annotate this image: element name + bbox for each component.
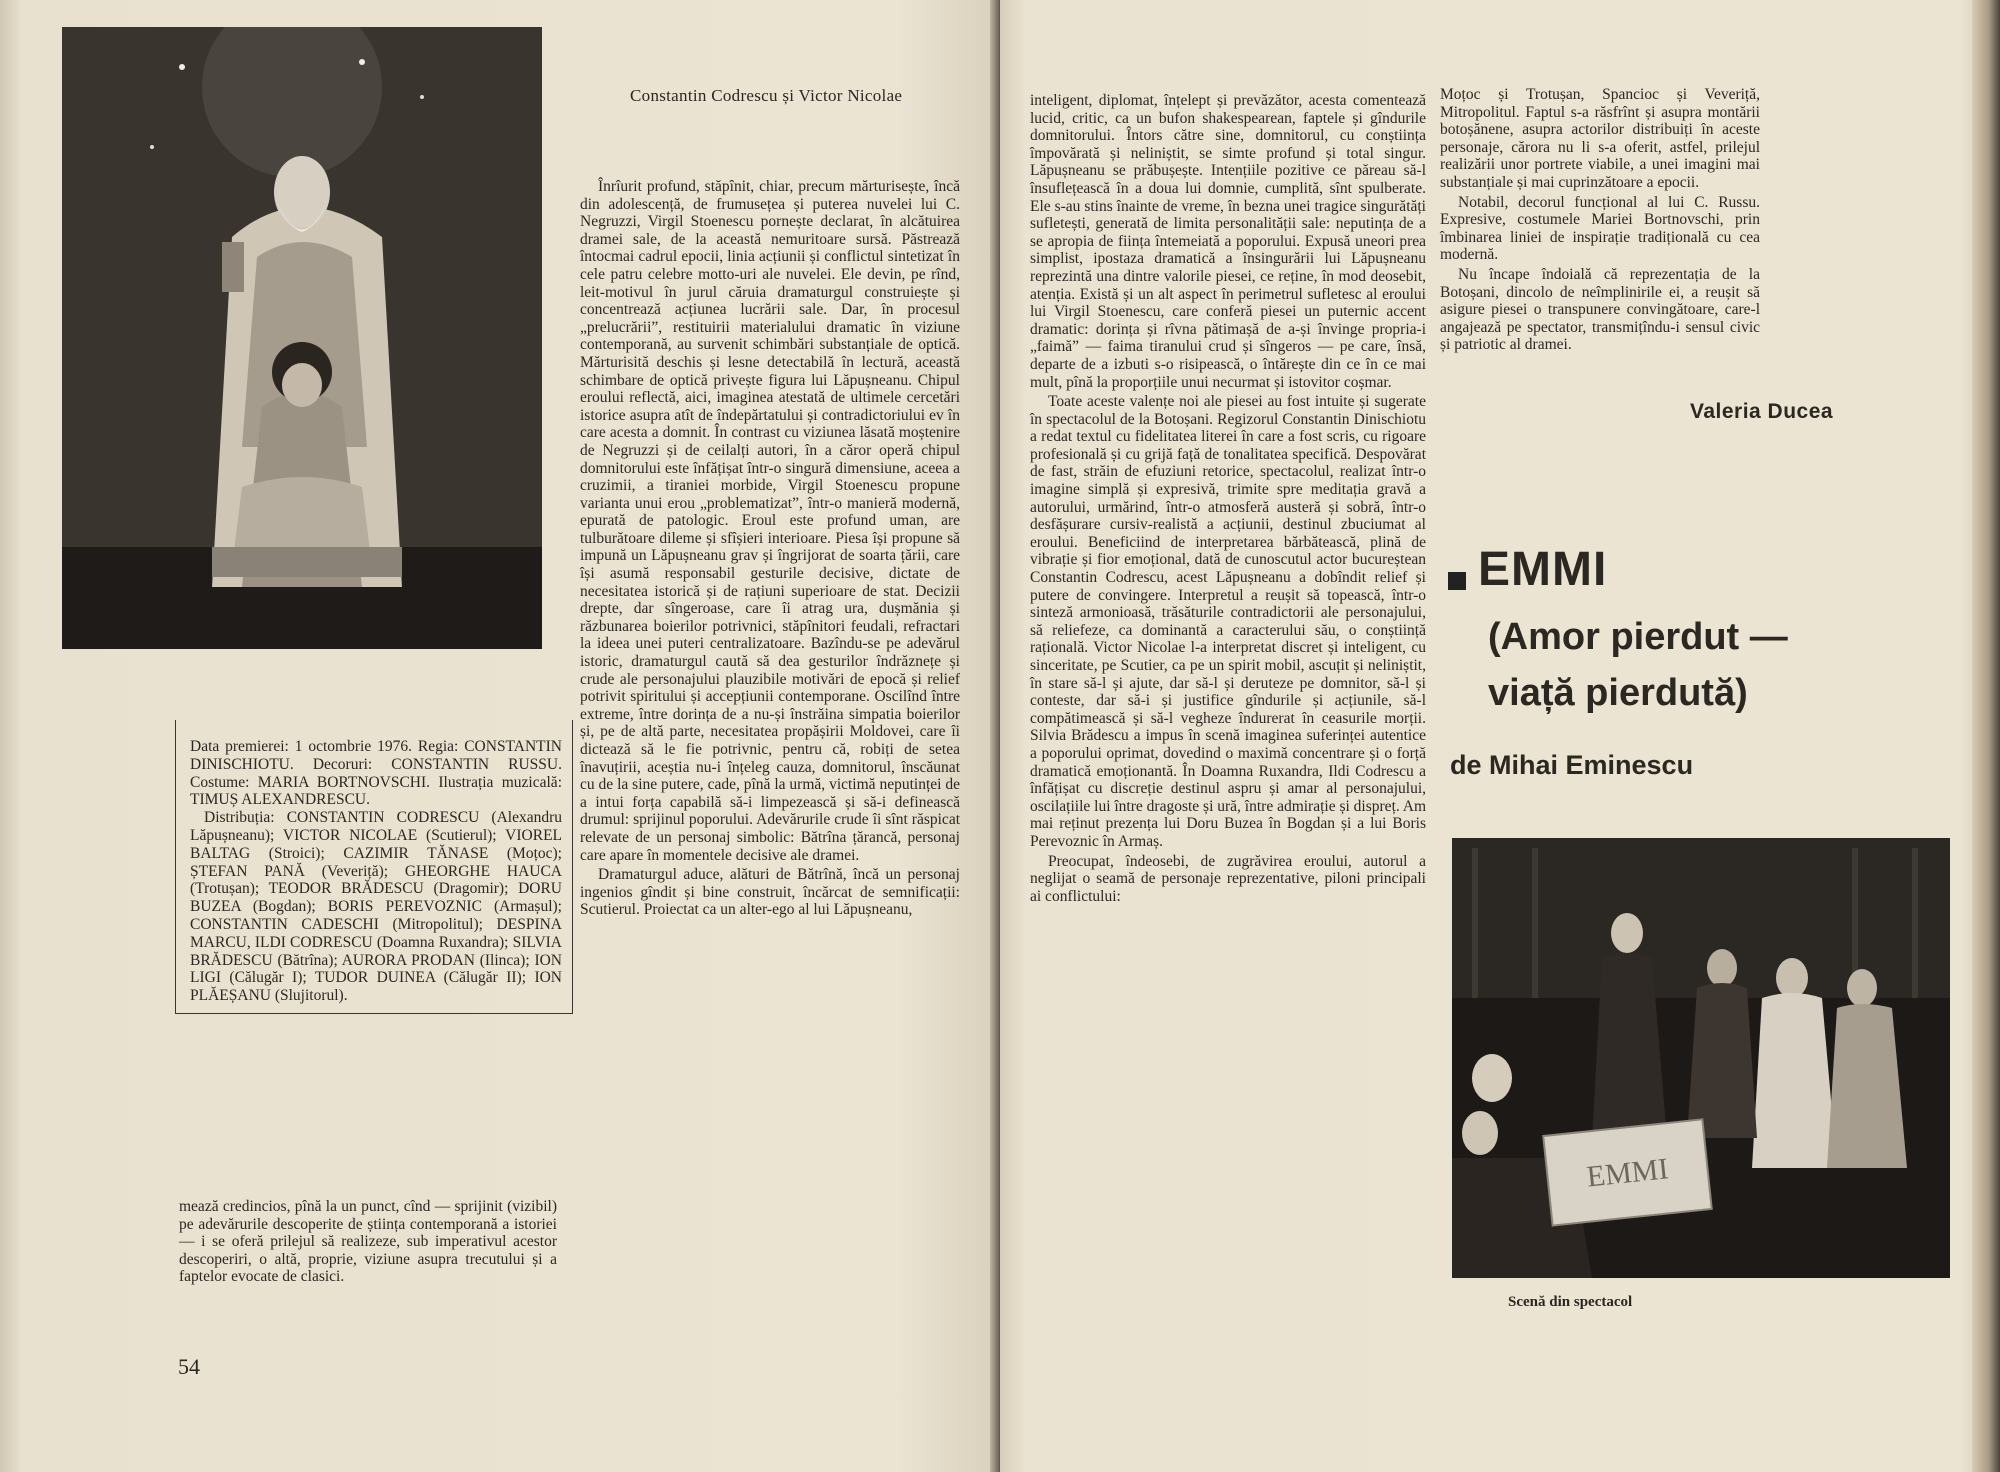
headline-bullet	[1448, 572, 1466, 590]
paragraph: Toate aceste valențe noi ale piesei au fost intuite și sugerate în spectacolul de la Botoșani. Regizorul Constantin Dinischiotu a redat textul cu fidelitatea literei în care a fost scris, cu rigoare profesională și cu grijă față de tonalitatea specifică. Despovărat de fast, străin de efuziuni retorice, spectacolul, realizat într-o imagine simplă și expresivă, trimite spre meditația gravă a autorului, urmărind, într-o atmosferă austeră și sobră, într-o desfășurare cursiv-realistă a acțiunii, destinul zbuciumat al eroului. Beneficiind de interpretarea bărbătească, plină de vibrație și fior emoțional, dată de cunoscutul actor bucureștean Constantin Codrescu, acest Lăpușneanu a dobîndit relief și putere de convingere. Interpretul a reușit să topească, într-o sinteză armonioasă, trăsăturile contradictorii ale personajului, să reliefeze, ca dominantă a caracterului său, o conștiință rațională. Victor Nicolae l-a interpretat discret și inteligent, cu sinceritate, pe Scutier, ca pe un spirit mobil, ascuțit și neliniștit, în stare să-l și ajute, dar să-l și deruteze pe domnitor, să-l și conteste, dar să-i și justifice gîndurile și acțiunile, să-l compătimească și să-l vegheze îndurerat în ceasurile morții. Silvia Brădescu a impus în scenă imaginea suferinței autentice a poporului oprimat, dovedind o maximă concentrare și o forță dramatică emoționantă. În Doamna Ruxandra, Ildi Codrescu a înfățișat cu discreție destinul aspru și amar al personajului, oscilațiile lui între dragoste și ură, între admirație și dispreț. Am mai reținut prezența lui Doru Buzea în Bogdan și a lui Boris Perevoznic în Armaș.	[1030, 393, 1427, 850]
headline-subtitle-2: viață pierdută)	[1488, 672, 1748, 714]
credits-cast: Distribuția: CONSTANTIN CODRESCU (Alexandru Lăpușneanu); VICTOR NICOLAE (Scutierul); VIOREL BALTAG (Stroici); CAZIMIR TĂNASE (Moțoc); ȘTEFAN PANĂ (Veveriță); GHEORGHE HAUCA (Trotușan); TEODOR BRĂDESCU (Dragomir); DORU BUZEA (Bogdan); BORIS PEREVOZNIC (Armașul); CONSTANTIN CADESCHI (Mitropolitul); DESPINA MARCU, ILDI CODRESCU (Doamna Ruxandra); SILVIA BRĂDESCU (Bătrîna); AURORA PRODAN (Ilinca); ION LIGI (Călugăr I); TUDOR DUINEA (Călugăr II); ION PLĂEȘANU (Slujitorul).	[190, 809, 562, 1005]
article-column-1-tail: mează credincios, pînă la un punct, cînd — sprijinit (vizibil) pe adevărurile descoperite de știința contemporană a istoriei — i se oferă prilejul să realizeze, sub imperativul acestor descoperiri, o altă, proprie, viziune asupra trecutului și a faptelor evocate de clasici.	[179, 1198, 557, 1286]
paragraph: Nu încape îndoială că reprezentația de la Botoșani, dincolo de neîmplinirile ei, a reușit să asigure piesei o transpunere convingătoare, care-l angajează pe spectator, transmițîndu-i sensul civic și patriotic al dramei.	[1440, 265, 1760, 354]
production-photo-lapusneanu	[62, 27, 542, 649]
headline-title: EMMI	[1478, 543, 1608, 596]
right-page	[1000, 0, 2000, 1472]
article-headline	[1448, 542, 1788, 721]
page-edge	[1972, 0, 2000, 1472]
article-column-3	[1030, 92, 1426, 907]
headline-byline: de Mihai Eminescu	[1450, 750, 1694, 780]
paragraph: Dramaturgul aduce, alături de Bătrînă, încă un personaj ingenios gîndit și bine construit, încărcat de semnificații: Scutierul. Proiectat ca un alter-ego al lui Lăpușneanu,	[580, 866, 960, 919]
author-signature: Valeria Ducea	[1690, 400, 1834, 423]
cast-credits-box	[175, 720, 573, 1014]
left-page	[0, 0, 996, 1472]
paragraph: inteligent, diplomat, înțelept și prevăzător, acesta comentează lucid, critic, ca un bufon shakespearean, faptele și gîndurile domnitorului. Întors către sine, domnitorul, cu conștiința împovărată și neliniștit, se simte profund și total singur. Lăpușneanu se prăbușește. Intențiile pozitive ce păreau să-l însuflețească în a doua lui domnie, cumplită, sînt spulberate. Ele s-au stins înainte de vreme, în bezna unei tragice singurătăți sufletești, generată de limita personalității sale: neputința de a se apropia de ființa întemeiată a poporului. Expusă uneori prea simplist, ipostaza dramatică a însingurării lui Lăpușneanu reprezintă una dintre valorile piesei, ce reține, în mod deosebit, atenția. Există și un alt aspect în perimetrul sufletesc al eroului lui Virgil Stoenescu, care conferă piesei un puternic accent dramatic: dorința și rîvna pătimașă de a-și învinge propria-i „faimă” — faima tiranului crud și sîngeros — pe care, însă, departe de a izbuti s-o risipească, o întărește din ce în ce mai mult, pînă la proporțiile unui necurmat și istovitor coșmar.	[1030, 92, 1426, 391]
photo-caption: Scenă din spectacol	[1508, 1294, 1633, 1310]
page-number: 54	[178, 1354, 200, 1379]
paragraph: Preocupat, îndeosebi, de zugrăvirea eroului, autorul a neglijat o seamă de personaje reprezentative, piloni principali ai conflictului:	[1030, 852, 1426, 905]
paragraph: Moțoc și Trotușan, Spancioc și Veveriță, Mitropolitul. Faptul s-a răsfrînt și asupra montării botoșănene, asupra actorilor distribuiți în aceste personaje, cărora nu li s-a oferit, astfel, prilejul realizării unor portrete viabile, a unei imagini mai substanțiale și mai cuprinzătoare a epocii.	[1440, 86, 1760, 191]
credits-production: Data premierei: 1 octombrie 1976. Regia: CONSTANTIN DINISCHIOTU. Decoruri: CONSTANTIN RUSSU. Costume: MARIA BORTNOVSCHI. Ilustrația muzicală: TIMUȘ ALEXANDRESCU.	[190, 738, 562, 809]
article-column-2	[580, 178, 960, 921]
article-column-4	[1440, 86, 1760, 356]
headline-subtitle-1: (Amor pierdut —	[1488, 616, 1788, 658]
paragraph: Notabil, decorul funcțional al lui C. Russu. Expresive, costumele Mariei Bortnovschi, prin îmbinarea liniei de inspirație tradițională cu cea modernă.	[1440, 193, 1760, 264]
emmi-sign-text: EMMI	[1585, 1152, 1670, 1194]
paragraph: Înrîurit profund, stăpînit, chiar, precum mărturisește, încă din adolescență, de frumusețea și puterea nuvelei lui C. Negruzzi, Virgil Stoenescu pornește declarat, în alcătuirea dramei sale, de la această nemuritoare sursă. Păstrează întocmai cadrul epocii, linia acțiunii și conflictul sintetizat în cele patru celebre motto-uri ale nuvelei. Ele devin, pe rînd, leit-motivul în jurul căruia dramaturgul construiește și concentrează acțiunea lucrării sale. Dar, în procesul „prelucrării”, restituirii materialului dramatic în viziune contemporană, au survenit schimbări substanțiale de optică. Mărturisită deschis și lesne detectabilă în lectură, această schimbare de optică privește figura lui Lăpușneanu. Chipul eroului reflectă, aici, imaginea atestată de ultimele cercetări istorice asupra atît de îndepărtatului și contradictoriului ev în care acesta a domnit. În contrast cu viziunea lăsată moștenire de Negruzzi și de ceilalți autori, în a căror operă chipul domnitorului este înfățișat într-o singură dimensiune, aceea a cruzimii, a tiraniei morbide, Virgil Stoenescu propune varianta unui erou „problematizat”, într-o manieră modernă, epurată de patologic. Eroul este profund uman, are tulburătoare dileme și sfîșieri interioare. Piesa își propune să impună un Lăpușneanu grav și îngrijorat de soarta țării, care își asumă responsabil gesturile decisive, dictate de necesitatea istorică și de rațiuni superioare de stat. Decizii drepte, dar sîngeroase, care îi atrag ura, dușmănia și răzbunarea boierilor potrivnici, stăpînitori feudali, refractari la ideea unei puteri centralizatoare. Bazîndu-se pe adevărul istoric, dramaturgul caută să dea gesturilor îndrăznețe și crude ale personajului plauzibile motivări de epocă și relief potrivit spiritului și accepțiunii contemporane. Oscilînd între extreme, între dorința de a nu-și înstrăina simpatia boierilor și, pe de altă parte, necesitatea propășirii Moldovei, care îi dictează să le fie potrivnic, pentru că, robiți de setea înavuțirii, aceștia nu-i înțeleg cauza, domnitorul, înscăunat cu de la sine putere, cade, pînă la urmă, victimă neputinței de a intui forța capabilă să-i limpezească și să-i definească drumul: sprijinul poporului. Adevărurile crude îi sînt răspicat relevate de un personaj simbolic: Bătrîna țărancă, personaj care apare în momentele decisive ale dramei.	[580, 178, 960, 864]
running-head: Constantin Codrescu și Victor Nicolae	[630, 86, 903, 105]
production-photo-emmi	[1452, 838, 1950, 1278]
